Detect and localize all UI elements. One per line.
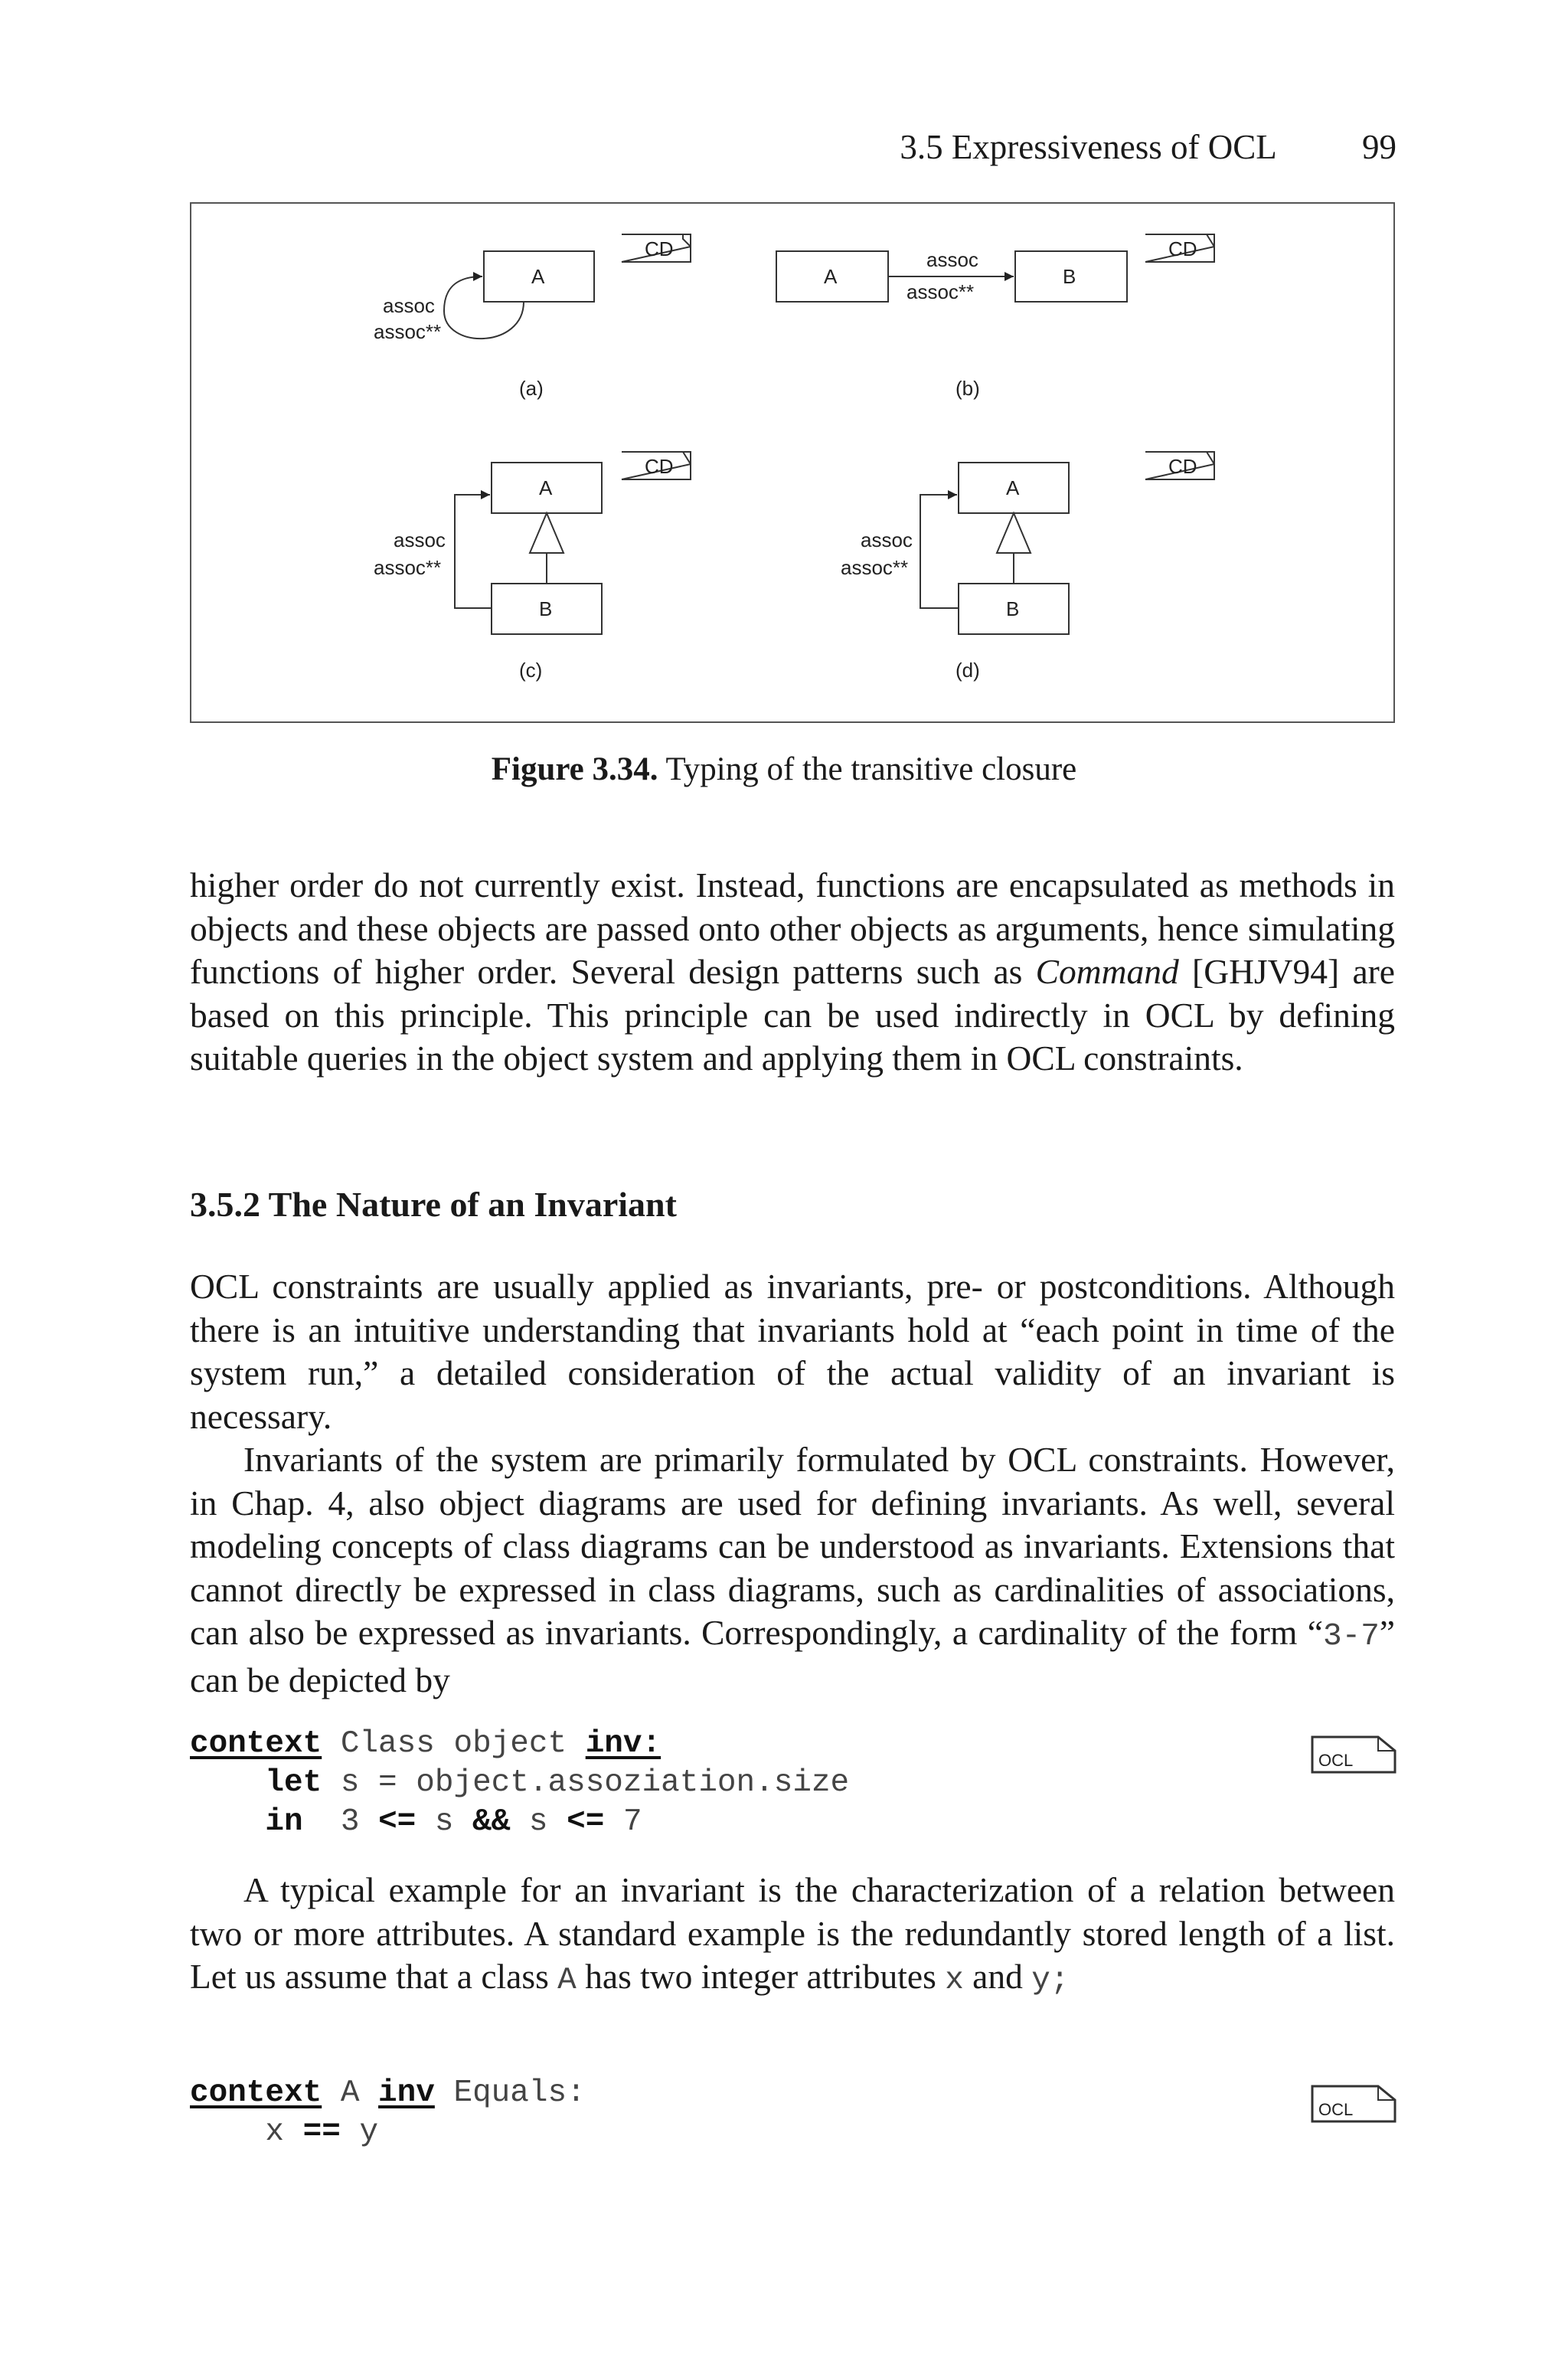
operator: && <box>472 1804 511 1840</box>
code-text: x <box>265 2115 303 2150</box>
cd-tag-label: CD <box>1168 455 1197 478</box>
cd-tag-a <box>622 234 691 262</box>
cd-tag-b <box>1145 234 1214 262</box>
assoc-closure-label: assoc** <box>906 280 975 303</box>
assoc-closure-label: assoc** <box>374 320 442 343</box>
assoc-arrow <box>455 495 492 608</box>
ocl-code-block-2 <box>190 2074 586 2152</box>
code-text: Class object <box>322 1726 586 1761</box>
panel-label: (c) <box>519 659 543 682</box>
generalization-triangle <box>997 513 1031 553</box>
code-text: 7 <box>604 1804 642 1840</box>
header-section-title: 3.5 Expressiveness of OCL <box>900 128 1277 166</box>
inline-code-y: y <box>1031 1963 1050 1998</box>
figure-3-34 <box>190 202 1395 723</box>
generalization-triangle <box>530 513 564 553</box>
paragraph-3 <box>190 1438 1395 1702</box>
paragraph-2: OCL constraints are usually applied as invariants, pre- or postconditions. Although there is an intuitive understanding that invariants hold at “each point in time of the system run,” a detailed consideration of the actual validity of an invariant is necessary. <box>190 1267 1395 1436</box>
figure-caption-label: Figure 3.34. <box>491 751 658 787</box>
cd-tag-d <box>1145 452 1214 479</box>
text-run: higher order do not currently exist. Instead, functions are encapsulated as methods in objects and these objects are passed onto other objects as arguments, hence simulating functions of higher order. Several design patterns such as <box>190 865 1395 991</box>
code-text: s <box>510 1804 567 1840</box>
code-text: Equals: <box>434 2075 586 2111</box>
keyword-in: in <box>265 1804 303 1840</box>
class-diagrams-figure <box>191 204 1396 725</box>
panel-c <box>374 463 602 682</box>
cd-tag-c <box>622 452 691 479</box>
operator: <= <box>378 1804 416 1840</box>
class-name: A <box>1006 476 1020 499</box>
panel-label: (d) <box>956 659 980 682</box>
operator: <= <box>567 1804 605 1840</box>
panel-a <box>374 251 594 400</box>
class-name: A <box>824 265 838 288</box>
code-text: s = object.assoziation.size <box>322 1765 850 1801</box>
assoc-label: assoc <box>861 528 913 551</box>
assoc-arrow <box>920 495 959 608</box>
assoc-closure-label: assoc** <box>374 556 442 579</box>
emphasis-command: Command <box>1035 952 1179 991</box>
page-number: 99 <box>1362 128 1396 166</box>
cd-tag-label: CD <box>645 237 674 260</box>
inline-code-class-a: A <box>557 1963 577 1998</box>
text-run: and <box>963 1957 1032 1996</box>
panel-label: (a) <box>519 377 544 400</box>
class-name: B <box>1006 597 1020 620</box>
keyword-inv: inv <box>378 2075 435 2111</box>
paragraph-invariant-intro <box>190 1265 1395 1702</box>
keyword-let: let <box>265 1765 322 1801</box>
text-run: ; <box>1050 1963 1070 1998</box>
operator: == <box>302 2115 341 2150</box>
keyword-inv: inv: <box>585 1726 662 1761</box>
text-run: A typical example for an invariant is the characterization of a relation between two or more attributes. A standard example is the redundantly stored length of a list. Let us assume that a class <box>190 1870 1395 1996</box>
ocl-tag-2 <box>1311 2085 1396 2123</box>
text-run: [GHJV94] are based on this principle. This principle can be used indirectly in OCL by defining suitable queries in the object system and applying them in OCL constraints. <box>190 952 1395 1078</box>
running-header <box>900 127 1396 167</box>
class-name: B <box>1063 265 1076 288</box>
keyword-context: context <box>190 1726 322 1761</box>
cd-tag-label: CD <box>1168 237 1197 260</box>
inline-code-x: x <box>945 1963 964 1998</box>
paragraph-attribute-example <box>190 1869 1395 2003</box>
panel-label: (b) <box>956 377 980 400</box>
code-text: s <box>416 1804 473 1840</box>
class-name: A <box>539 476 553 499</box>
text-run: has two integer attributes <box>576 1957 946 1996</box>
code-text: A <box>322 2075 379 2111</box>
keyword-context: context <box>190 2075 322 2111</box>
panel-b <box>776 248 1127 400</box>
class-name: A <box>531 265 545 288</box>
ocl-tag-label: OCL <box>1318 2100 1354 2119</box>
inline-code-cardinality: 3-7 <box>1322 1619 1380 1654</box>
paragraph-higher-order <box>190 864 1395 1081</box>
assoc-label: assoc <box>394 528 446 551</box>
panel-d <box>841 463 1069 682</box>
assoc-closure-label: assoc** <box>841 556 909 579</box>
text-run: ” can be depicted by <box>190 1613 1395 1699</box>
section-heading: 3.5.2 The Nature of an Invariant <box>190 1185 677 1224</box>
assoc-label: assoc <box>926 248 978 271</box>
cd-tag-label: CD <box>645 455 674 478</box>
text-run: Invariants of the system are primarily formulated by OCL constraints. However, in Chap. 4, also object diagrams are used for defining invariants. As well, several modeling concepts of class diagrams can be understood as invariants. Extensions that cannot directly be expressed in class diagrams, such as cardinalities of associations, can also be expressed as invariants. Correspondingly, a cardinality of the form “ <box>190 1440 1395 1652</box>
assoc-label: assoc <box>383 294 435 317</box>
figure-caption-text: Typing of the transitive closure <box>658 751 1077 787</box>
ocl-code-block-1 <box>190 1725 849 1842</box>
ocl-tag-label: OCL <box>1318 1751 1354 1770</box>
figure-caption <box>0 751 1568 788</box>
class-name: B <box>539 597 553 620</box>
code-text: y <box>340 2115 379 2150</box>
code-text: 3 <box>302 1804 379 1840</box>
ocl-tag-1 <box>1311 1735 1396 1774</box>
